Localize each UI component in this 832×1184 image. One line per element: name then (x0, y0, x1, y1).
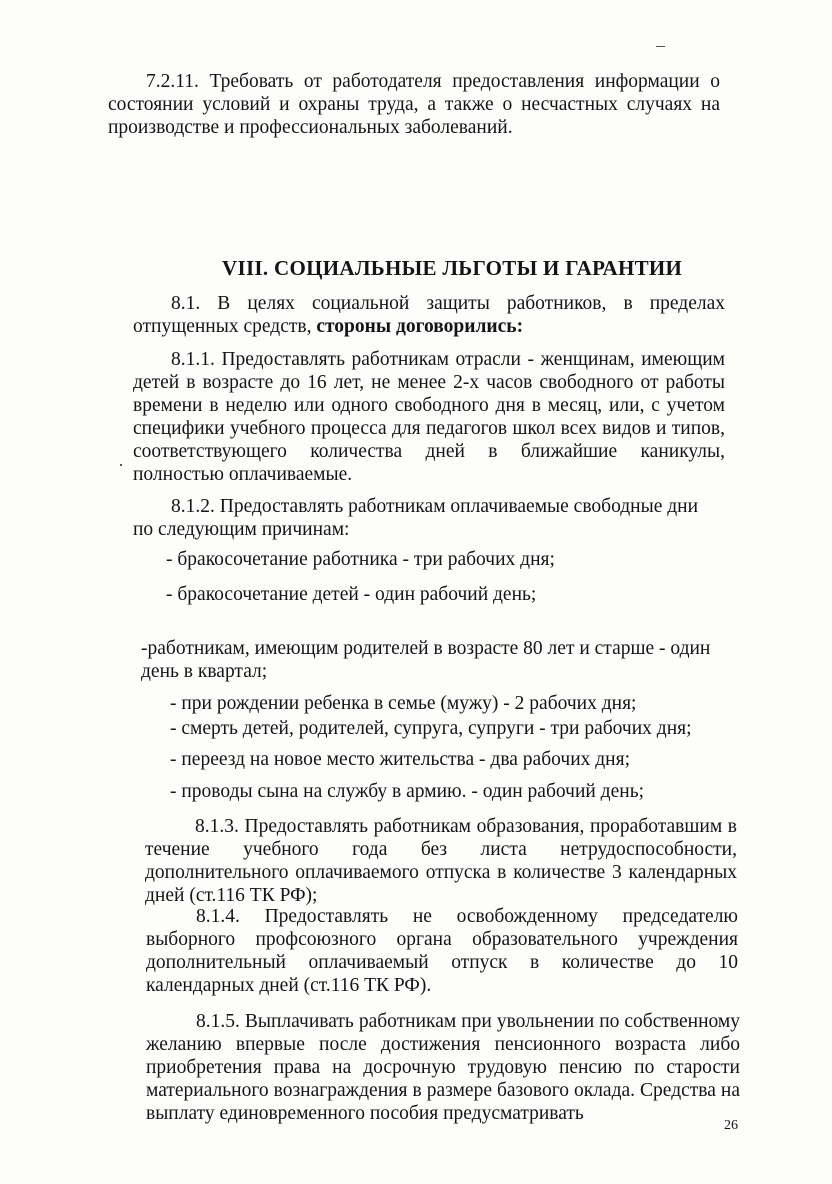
reason-elderly-parents: -работникам, имеющим родителей в возрасте 80 лет и старше - один день в квартал; (141, 638, 711, 682)
paragraph-8-1-text: 8.1. В целях социальной защиты работников, в пределах отпущенных средств, (133, 293, 725, 337)
paragraph-8-1-1: 8.1.1. Предоставлять работникам отрасли - женщинам, имеющим детей в возрасте до 16 лет, не менее 2-х часов свободного от работы времени в неделю или одного свободного дня в месяц, или, с учетом специфики учебного процесса для педагогов школ всех видов и типов, соответствующего количества дней в ближайшие каникулы, полностью оплачиваемые. (133, 349, 725, 485)
scan-speck (120, 464, 122, 466)
scan-speck (656, 46, 665, 47)
reason-marriage-worker: - бракосочетание работника - три рабочих дня; (166, 549, 555, 570)
parties-agreed: стороны договорились: (316, 316, 524, 337)
page-number: 26 (724, 1118, 738, 1133)
paragraph-8-1-4: 8.1.4. Предоставлять не освобожденному председателю выборного профсоюзного органа образовательного учреждения дополнительный оплачиваемый отпуск в количестве до 10 календарных дней (ст.116 ТК РФ). (146, 906, 738, 996)
paragraph-8-1-2: 8.1.2. Предоставлять работникам оплачиваемые свободные дни по следующим причинам: (133, 496, 699, 540)
paragraph-8-1-3: 8.1.3. Предоставлять работникам образования, проработавшим в течение учебного года без листа нетрудоспособности, дополнительного оплачиваемого отпуска в количестве 3 календарных дней (ст.116 ТК РФ); (145, 816, 737, 906)
paragraph-8-1-5: 8.1.5. Выплачивать работникам при увольнении по собственному желанию впервые после достижения пенсионного возраста либо приобретения права на досрочную трудовую пенсию по старости материального вознаграждения в размере базового оклада. Средства на выплату единовременного пособия предусматривать (146, 1011, 740, 1124)
paragraph-7-2-11: 7.2.11. Требовать от работодателя предоставления информации о состоянии условий и охраны труда, а также о несчастных случаях на производстве и профессиональных заболеваний. (108, 71, 720, 138)
reason-relocation: - переезд на новое место жительства - два рабочих дня; (170, 749, 630, 770)
reason-army: - проводы сына на службу в армию. - один рабочий день; (170, 781, 645, 802)
reason-child-birth: - при рождении ребенка в семье (мужу) - 2 рабочих дня; (170, 693, 637, 714)
section-heading: VIII. СОЦИАЛЬНЫЕ ЛЬГОТЫ И ГАРАНТИИ (222, 256, 683, 280)
paragraph-8-1 (133, 292, 725, 338)
reason-marriage-children: - бракосочетание детей - один рабочий день; (166, 584, 537, 605)
reason-death: - смерть детей, родителей, супруга, супруги - три рабочих дня; (170, 718, 692, 739)
